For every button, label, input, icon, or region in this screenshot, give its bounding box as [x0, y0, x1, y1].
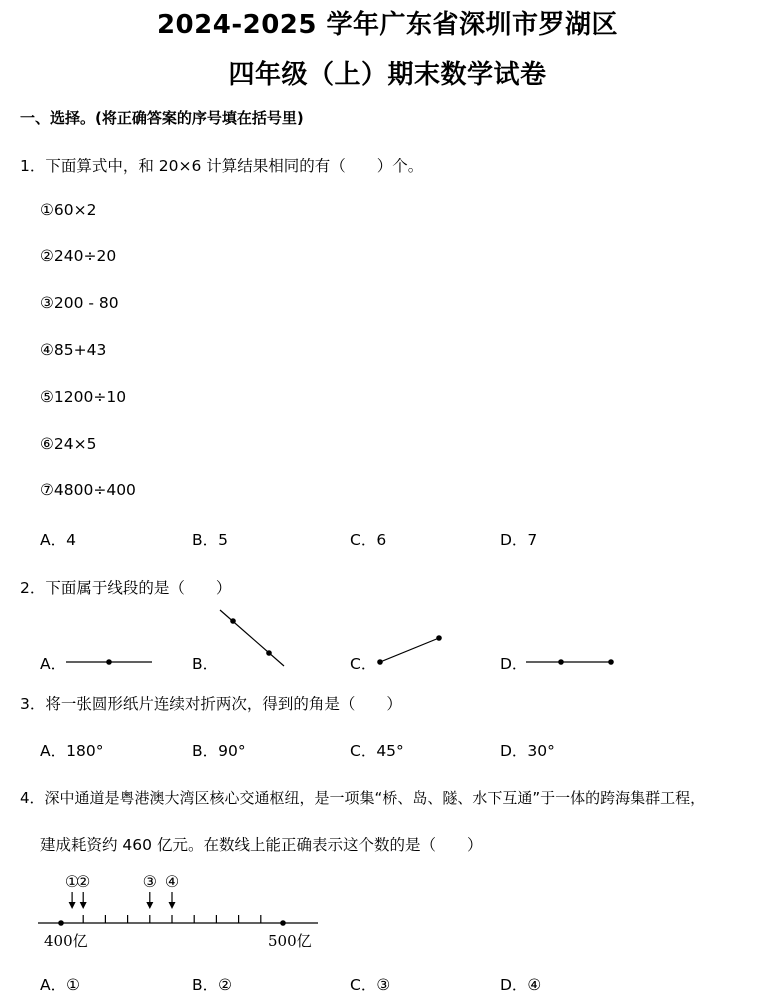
number-line-marker [143, 872, 157, 909]
question-4-text-line2: 建成耗资约 460 亿元。在数线上能正确表示这个数的是（ ） [40, 836, 483, 854]
number-line-start-label: 400亿 [44, 932, 88, 950]
q4-option-a[interactable]: A．① [40, 976, 80, 994]
q1-item: ④85+43 [40, 341, 107, 359]
marker-arrow-head [146, 902, 153, 909]
q2-option-d[interactable]: D． [500, 655, 528, 673]
q3-option-b[interactable]: B．90° [192, 742, 246, 760]
marker-arrow-head [69, 902, 76, 909]
q1-option-a[interactable]: A．4 [40, 531, 76, 549]
q3-option-c[interactable]: C．45° [350, 742, 404, 760]
q2-figure-d-ray [520, 650, 620, 674]
q1-item: ⑤1200÷10 [40, 388, 127, 406]
q1-item: ①60×2 [40, 201, 97, 219]
q2-figure-c-segment [370, 630, 450, 670]
q2-option-a[interactable]: A． [40, 655, 67, 673]
question-1-text: 1．下面算式中，和 20×6 计算结果相同的有（ ）个。 [20, 157, 424, 175]
q1-item: ⑥24×5 [40, 435, 97, 453]
q1-item: ②240÷20 [40, 247, 117, 265]
q1-option-d[interactable]: D．7 [500, 531, 538, 549]
q2-figure-b-line [210, 604, 300, 674]
q4-option-b[interactable]: B．② [192, 976, 233, 994]
q1-item: ③200 - 80 [40, 294, 119, 312]
q1-option-c[interactable]: C．6 [350, 531, 387, 549]
number-line-endpoint [280, 920, 286, 926]
number-line-endpoint [58, 920, 64, 926]
q3-option-a[interactable]: A．180° [40, 742, 104, 760]
q2-figure-a-ray [60, 650, 160, 674]
number-line-end-label: 500亿 [268, 932, 312, 950]
q3-option-d[interactable]: D．30° [500, 742, 555, 760]
question-4-text-line1: 4．深中通道是粤港澳大湾区核心交通枢纽，是一项集“桥、岛、隧、水下互通”于一体的跨海集群工程， [20, 789, 706, 807]
question-3-text: 3．将一张圆形纸片连续对折两次，得到的角是（ ） [20, 695, 402, 713]
number-line-marker [76, 872, 90, 909]
number-line-marker [165, 872, 179, 909]
marker-label: ① [64, 872, 80, 891]
marker-label: ② [76, 872, 91, 891]
q4-number-line [30, 868, 330, 952]
q2-option-b[interactable]: B． [192, 655, 219, 673]
exam-title-line2: 四年级（上）期末数学试卷 [228, 60, 547, 90]
section-heading: 一、选择。(将正确答案的序号填在括号里) [20, 109, 304, 127]
q4-option-d[interactable]: D．④ [500, 976, 542, 994]
marker-arrow-head [80, 902, 87, 909]
marker-label: ④ [164, 872, 180, 891]
marker-label: ③ [142, 872, 157, 891]
q1-option-b[interactable]: B．5 [192, 531, 228, 549]
question-2-text: 2．下面属于线段的是（ ） [20, 579, 232, 597]
q1-item: ⑦4800÷400 [40, 481, 136, 499]
marker-arrow-head [169, 902, 176, 909]
q4-option-c[interactable]: C．③ [350, 976, 391, 994]
exam-title-line1: 2024-2025 学年广东省深圳市罗湖区 [156, 10, 619, 40]
q2-option-c[interactable]: C． [350, 655, 377, 673]
